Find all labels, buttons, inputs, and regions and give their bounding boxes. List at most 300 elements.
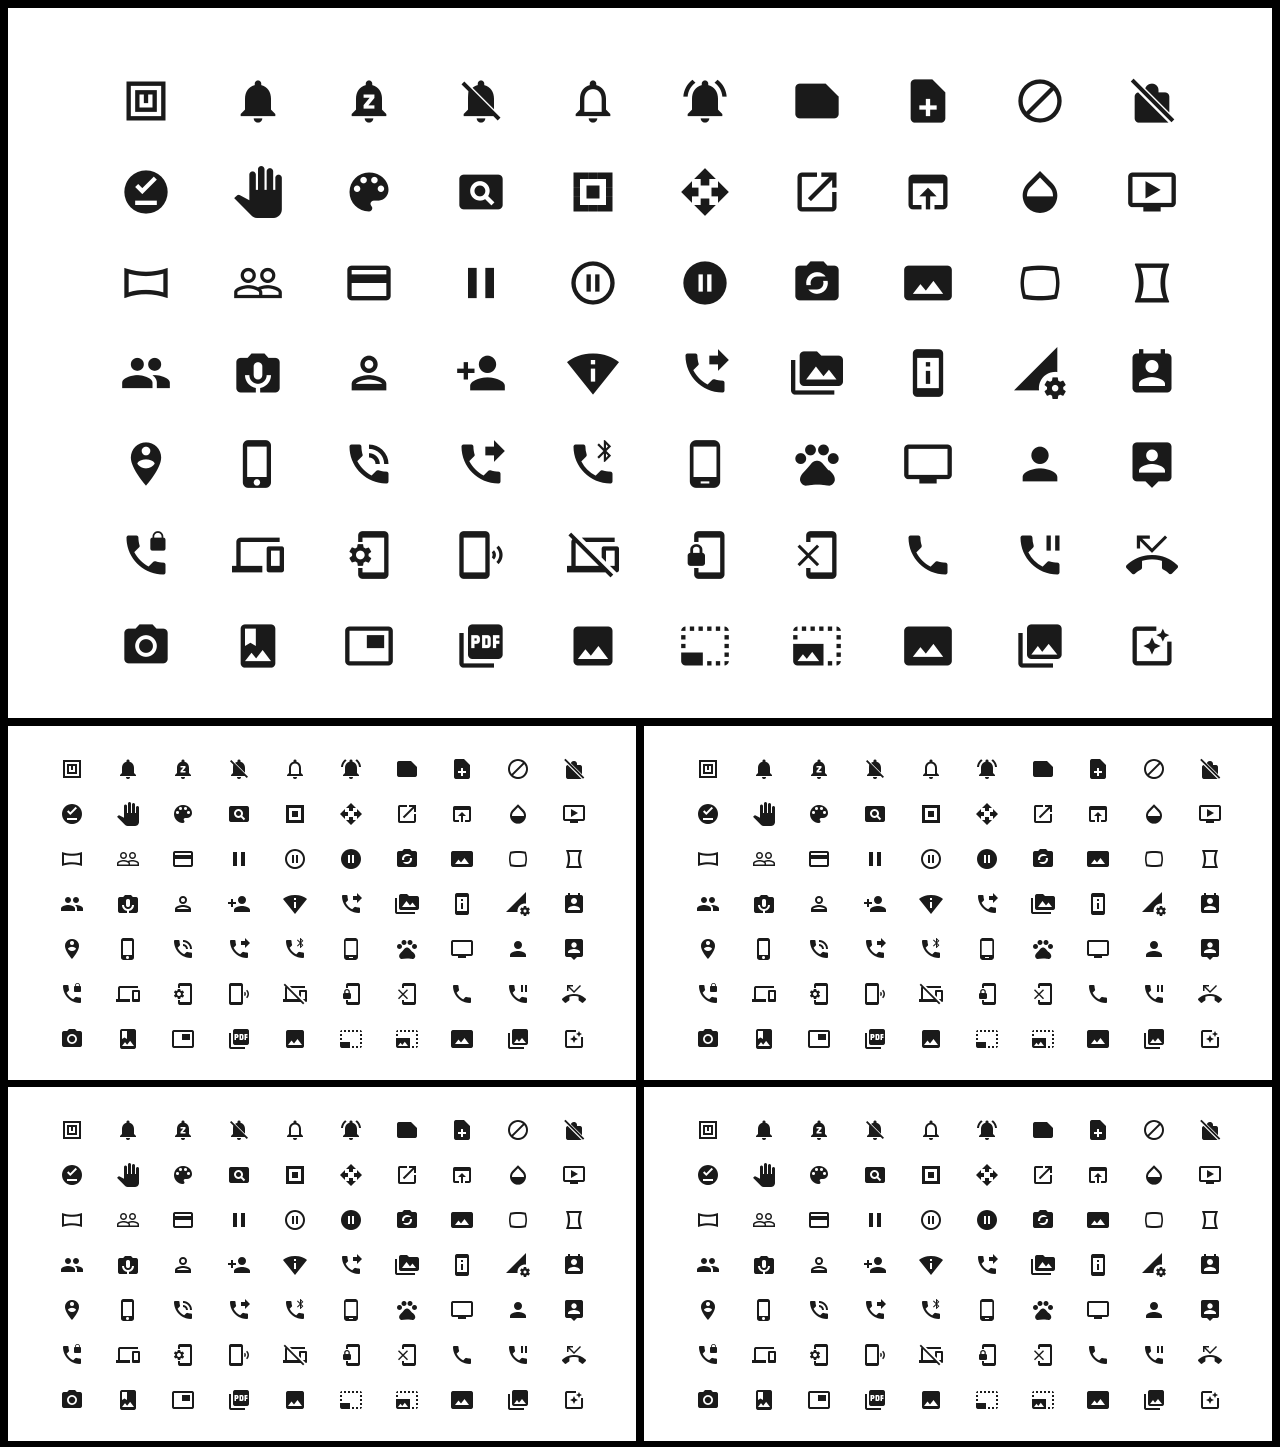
phone-icon: [1086, 982, 1110, 1006]
pan-tool-icon: [232, 166, 284, 218]
perm-camera-mic-icon: [116, 892, 140, 916]
perm-media-icon: [395, 1253, 419, 1277]
phone-android-icon: [339, 937, 363, 961]
photo-icon: [283, 1027, 307, 1051]
phone-forwarded-icon: [975, 892, 999, 916]
photo-library-icon: [506, 1388, 530, 1412]
palette-icon: [807, 802, 831, 826]
nfc-icon: [60, 757, 84, 781]
phonelink-ring-icon: [227, 1343, 251, 1367]
pause-circle-outline-icon: [919, 847, 943, 871]
phonelink-setup-icon: [807, 1343, 831, 1367]
photo-size-select-actual-icon: [450, 1388, 474, 1412]
photo-library-icon: [506, 1027, 530, 1051]
note-icon: [791, 75, 843, 127]
perm-device-information-icon: [450, 892, 474, 916]
panorama-wide-angle-icon: [1142, 847, 1166, 871]
nfc-icon: [696, 1118, 720, 1142]
panorama-vertical-icon: [562, 847, 586, 871]
phonelink-off-icon: [283, 1343, 307, 1367]
panorama-wide-angle-icon: [506, 1208, 530, 1232]
phone-missed-icon: [1198, 1343, 1222, 1367]
pause-icon: [863, 1208, 887, 1232]
pause-icon: [863, 847, 887, 871]
perm-device-information-icon: [1086, 1253, 1110, 1277]
phone-forwarded-arrow-icon: [863, 1298, 887, 1322]
offline-pin-icon: [696, 1163, 720, 1187]
panorama-filled-icon: [1086, 1208, 1110, 1232]
photo-camera-icon: [120, 620, 172, 672]
phonelink-icon: [752, 1343, 776, 1367]
photo-library-icon: [1142, 1027, 1166, 1051]
pan-tool-alt-icon: [283, 802, 307, 826]
people-outline-icon: [116, 1208, 140, 1232]
photo-filter-icon: [562, 1388, 586, 1412]
person-icon: [506, 1298, 530, 1322]
phone-bluetooth-speaker-icon: [919, 1298, 943, 1322]
photo-filter-icon: [1198, 1388, 1222, 1412]
phonelink-icon: [232, 529, 284, 581]
photo-size-select-small-icon: [339, 1388, 363, 1412]
snooze-icon: [171, 1118, 195, 1142]
pause-circle-outline-icon: [283, 1208, 307, 1232]
photo-album-icon: [116, 1388, 140, 1412]
phonelink-ring-icon: [863, 1343, 887, 1367]
phone-forwarded-icon: [339, 1253, 363, 1277]
photo-album-icon: [116, 1027, 140, 1051]
pets-icon: [395, 1298, 419, 1322]
person-icon: [1014, 438, 1066, 490]
perm-contact-calendar-icon: [1198, 1253, 1222, 1277]
photo-icon: [283, 1388, 307, 1412]
block-icon: [506, 757, 530, 781]
palette-icon: [171, 802, 195, 826]
phonelink-lock-icon: [339, 1343, 363, 1367]
photo-icon: [919, 1027, 943, 1051]
nfc-icon: [60, 1118, 84, 1142]
person-pin-icon: [1126, 438, 1178, 490]
pause-icon: [227, 847, 251, 871]
notifications-off-icon: [227, 1118, 251, 1142]
perm-camera-mic-icon: [752, 892, 776, 916]
pan-tool-icon: [752, 1163, 776, 1187]
open-in-browser-icon: [902, 166, 954, 218]
notifications-active-icon: [679, 75, 731, 127]
photo-camera-icon: [60, 1388, 84, 1412]
phonelink-off-icon: [283, 982, 307, 1006]
perm-data-setting-icon: [506, 1253, 530, 1277]
panorama-icon: [60, 1208, 84, 1232]
no-encryption-icon: [1126, 75, 1178, 127]
panorama-icon: [696, 847, 720, 871]
phonelink-setup-icon: [343, 529, 395, 581]
offline-pin-icon: [60, 802, 84, 826]
phone-paused-icon: [506, 982, 530, 1006]
picture-in-picture-icon: [807, 1388, 831, 1412]
notifications-off-icon: [455, 75, 507, 127]
panorama-vertical-icon: [1198, 1208, 1222, 1232]
pageview-icon: [863, 1163, 887, 1187]
phone-missed-icon: [562, 1343, 586, 1367]
phone-missed-icon: [1126, 529, 1178, 581]
note-add-icon: [1086, 757, 1110, 781]
picture-as-pdf-icon: [227, 1027, 251, 1051]
palette-icon: [171, 1163, 195, 1187]
pan-tool-alt-icon: [919, 802, 943, 826]
panorama-wide-angle-icon: [506, 847, 530, 871]
party-mode-icon: [791, 257, 843, 309]
offline-pin-icon: [120, 166, 172, 218]
open-in-new-icon: [395, 802, 419, 826]
panorama-vertical-icon: [562, 1208, 586, 1232]
photo-size-select-actual-icon: [1086, 1027, 1110, 1051]
person-add-icon: [863, 1253, 887, 1277]
open-in-new-icon: [395, 1163, 419, 1187]
ondemand-video-icon: [562, 1163, 586, 1187]
photo-album-icon: [752, 1388, 776, 1412]
personal-video-icon: [902, 438, 954, 490]
phone-icon: [902, 529, 954, 581]
phonelink-lock-icon: [679, 529, 731, 581]
pets-icon: [791, 438, 843, 490]
block-icon: [1142, 757, 1166, 781]
phonelink-erase-icon: [1031, 982, 1055, 1006]
perm-scan-wifi-icon: [283, 892, 307, 916]
palette-icon: [343, 166, 395, 218]
phone-paused-icon: [1142, 982, 1166, 1006]
phonelink-ring-icon: [863, 982, 887, 1006]
perm-camera-mic-icon: [752, 1253, 776, 1277]
person-pin-circle-icon: [696, 937, 720, 961]
photo-library-icon: [1014, 620, 1066, 672]
phone-forwarded-icon: [679, 347, 731, 399]
perm-device-information-icon: [902, 347, 954, 399]
pause-icon: [455, 257, 507, 309]
notifications-active-icon: [339, 757, 363, 781]
perm-device-information-icon: [1086, 892, 1110, 916]
notifications-off-icon: [863, 1118, 887, 1142]
notifications-active-icon: [975, 1118, 999, 1142]
phone-iphone-icon: [752, 937, 776, 961]
phonelink-ring-icon: [455, 529, 507, 581]
picture-as-pdf-icon: [863, 1388, 887, 1412]
icon-sheet-small-bottom-left: [8, 1087, 636, 1441]
pets-icon: [1031, 937, 1055, 961]
payment-icon: [343, 257, 395, 309]
notifications-icon: [116, 757, 140, 781]
no-encryption-icon: [1198, 757, 1222, 781]
perm-contact-calendar-icon: [1198, 892, 1222, 916]
person-icon: [506, 937, 530, 961]
perm-identity-icon: [171, 1253, 195, 1277]
perm-scan-wifi-icon: [567, 347, 619, 399]
perm-scan-wifi-icon: [283, 1253, 307, 1277]
personal-video-icon: [450, 937, 474, 961]
icon-sheet-small-top-right: [644, 726, 1272, 1080]
party-mode-icon: [395, 847, 419, 871]
people-outline-icon: [116, 847, 140, 871]
opacity-icon: [1142, 802, 1166, 826]
phone-forwarded-icon: [975, 1253, 999, 1277]
open-in-new-icon: [1031, 1163, 1055, 1187]
opacity-icon: [1014, 166, 1066, 218]
notifications-none-icon: [919, 757, 943, 781]
picture-as-pdf-icon: [227, 1388, 251, 1412]
perm-contact-calendar-icon: [562, 892, 586, 916]
notifications-active-icon: [975, 757, 999, 781]
phone-locked-icon: [696, 982, 720, 1006]
person-pin-icon: [1198, 1298, 1222, 1322]
photo-filter-icon: [1198, 1027, 1222, 1051]
people-icon: [696, 892, 720, 916]
notifications-none-icon: [283, 757, 307, 781]
personal-video-icon: [1086, 1298, 1110, 1322]
phone-icon: [450, 1343, 474, 1367]
phone-iphone-icon: [752, 1298, 776, 1322]
phone-android-icon: [975, 937, 999, 961]
pageview-icon: [455, 166, 507, 218]
phonelink-icon: [116, 1343, 140, 1367]
person-add-icon: [863, 892, 887, 916]
pets-icon: [1031, 1298, 1055, 1322]
photo-size-select-small-icon: [679, 620, 731, 672]
panorama-icon: [60, 847, 84, 871]
people-icon: [60, 892, 84, 916]
phone-paused-icon: [1014, 529, 1066, 581]
pause-circle-outline-icon: [919, 1208, 943, 1232]
phone-icon: [450, 982, 474, 1006]
pan-tool-icon: [116, 1163, 140, 1187]
phone-missed-icon: [562, 982, 586, 1006]
note-add-icon: [1086, 1118, 1110, 1142]
palette-icon: [807, 1163, 831, 1187]
open-in-browser-icon: [1086, 802, 1110, 826]
pause-circle-filled-icon: [339, 1208, 363, 1232]
perm-scan-wifi-icon: [919, 1253, 943, 1277]
open-with-icon: [339, 802, 363, 826]
people-icon: [120, 347, 172, 399]
perm-media-icon: [1031, 892, 1055, 916]
phone-icon: [1086, 1343, 1110, 1367]
perm-data-setting-icon: [1142, 892, 1166, 916]
photo-size-select-large-icon: [1031, 1388, 1055, 1412]
no-encryption-icon: [562, 757, 586, 781]
payment-icon: [171, 847, 195, 871]
opacity-icon: [1142, 1163, 1166, 1187]
picture-in-picture-icon: [807, 1027, 831, 1051]
phonelink-icon: [752, 982, 776, 1006]
phone-in-talk-icon: [807, 937, 831, 961]
payment-icon: [807, 847, 831, 871]
phonelink-lock-icon: [975, 982, 999, 1006]
phonelink-lock-icon: [975, 1343, 999, 1367]
phone-android-icon: [679, 438, 731, 490]
phone-forwarded-arrow-icon: [863, 937, 887, 961]
pause-circle-filled-icon: [339, 847, 363, 871]
open-in-browser-icon: [450, 1163, 474, 1187]
perm-camera-mic-icon: [116, 1253, 140, 1277]
photo-icon: [919, 1388, 943, 1412]
phone-locked-icon: [120, 529, 172, 581]
phone-forwarded-icon: [339, 892, 363, 916]
person-pin-circle-icon: [60, 937, 84, 961]
icon-grid: [680, 746, 1238, 1062]
ondemand-video-icon: [1126, 166, 1178, 218]
phone-in-talk-icon: [343, 438, 395, 490]
phonelink-ring-icon: [227, 982, 251, 1006]
phonelink-erase-icon: [791, 529, 843, 581]
notifications-icon: [752, 757, 776, 781]
panorama-wide-angle-icon: [1142, 1208, 1166, 1232]
notifications-none-icon: [283, 1118, 307, 1142]
phonelink-erase-icon: [395, 1343, 419, 1367]
pageview-icon: [227, 802, 251, 826]
icon-grid: [44, 746, 602, 1062]
perm-data-setting-icon: [1142, 1253, 1166, 1277]
phonelink-setup-icon: [171, 1343, 195, 1367]
phone-forwarded-arrow-icon: [227, 1298, 251, 1322]
photo-size-select-small-icon: [339, 1027, 363, 1051]
person-add-icon: [227, 892, 251, 916]
notifications-off-icon: [227, 757, 251, 781]
phone-bluetooth-speaker-icon: [283, 937, 307, 961]
notifications-none-icon: [567, 75, 619, 127]
ondemand-video-icon: [1198, 1163, 1222, 1187]
phone-iphone-icon: [116, 937, 140, 961]
open-in-browser-icon: [450, 802, 474, 826]
phonelink-off-icon: [919, 1343, 943, 1367]
party-mode-icon: [1031, 1208, 1055, 1232]
icon-grid: [44, 1107, 602, 1423]
pause-circle-filled-icon: [679, 257, 731, 309]
phone-in-talk-icon: [807, 1298, 831, 1322]
open-with-icon: [679, 166, 731, 218]
phonelink-erase-icon: [395, 982, 419, 1006]
photo-size-select-large-icon: [395, 1027, 419, 1051]
picture-as-pdf-icon: [455, 620, 507, 672]
note-add-icon: [902, 75, 954, 127]
perm-media-icon: [1031, 1253, 1055, 1277]
icon-sheet-small-top-left: [8, 726, 636, 1080]
phonelink-lock-icon: [339, 982, 363, 1006]
note-icon: [1031, 1118, 1055, 1142]
phone-iphone-icon: [232, 438, 284, 490]
open-with-icon: [975, 1163, 999, 1187]
photo-filter-icon: [562, 1027, 586, 1051]
picture-in-picture-icon: [171, 1027, 195, 1051]
photo-camera-icon: [696, 1027, 720, 1051]
phone-forwarded-arrow-icon: [455, 438, 507, 490]
people-outline-icon: [752, 847, 776, 871]
snooze-icon: [171, 757, 195, 781]
no-encryption-icon: [562, 1118, 586, 1142]
panorama-wide-angle-icon: [1014, 257, 1066, 309]
snooze-icon: [807, 1118, 831, 1142]
icon-grid: [90, 56, 1208, 691]
person-pin-icon: [1198, 937, 1222, 961]
phone-bluetooth-speaker-icon: [283, 1298, 307, 1322]
open-in-new-icon: [791, 166, 843, 218]
people-outline-icon: [232, 257, 284, 309]
person-icon: [1142, 937, 1166, 961]
picture-in-picture-icon: [343, 620, 395, 672]
pan-tool-alt-icon: [283, 1163, 307, 1187]
block-icon: [1014, 75, 1066, 127]
phonelink-off-icon: [919, 982, 943, 1006]
phone-iphone-icon: [116, 1298, 140, 1322]
photo-size-select-small-icon: [975, 1027, 999, 1051]
snooze-icon: [343, 75, 395, 127]
perm-contact-calendar-icon: [1126, 347, 1178, 399]
phone-bluetooth-speaker-icon: [567, 438, 619, 490]
phone-paused-icon: [1142, 1343, 1166, 1367]
pause-icon: [227, 1208, 251, 1232]
no-encryption-icon: [1198, 1118, 1222, 1142]
perm-identity-icon: [343, 347, 395, 399]
phone-locked-icon: [60, 1343, 84, 1367]
phone-bluetooth-speaker-icon: [919, 937, 943, 961]
icon-grid: [680, 1107, 1238, 1423]
block-icon: [1142, 1118, 1166, 1142]
phone-locked-icon: [696, 1343, 720, 1367]
nfc-icon: [696, 757, 720, 781]
opacity-icon: [506, 802, 530, 826]
opacity-icon: [506, 1163, 530, 1187]
perm-camera-mic-icon: [232, 347, 284, 399]
notifications-active-icon: [339, 1118, 363, 1142]
personal-video-icon: [1086, 937, 1110, 961]
open-with-icon: [339, 1163, 363, 1187]
ondemand-video-icon: [1198, 802, 1222, 826]
note-add-icon: [450, 1118, 474, 1142]
people-outline-icon: [752, 1208, 776, 1232]
payment-icon: [807, 1208, 831, 1232]
panorama-vertical-icon: [1126, 257, 1178, 309]
phonelink-setup-icon: [171, 982, 195, 1006]
photo-library-icon: [1142, 1388, 1166, 1412]
party-mode-icon: [1031, 847, 1055, 871]
personal-video-icon: [450, 1298, 474, 1322]
person-add-icon: [455, 347, 507, 399]
person-pin-circle-icon: [60, 1298, 84, 1322]
phone-forwarded-arrow-icon: [227, 937, 251, 961]
panorama-filled-icon: [902, 257, 954, 309]
picture-in-picture-icon: [171, 1388, 195, 1412]
person-pin-circle-icon: [696, 1298, 720, 1322]
panorama-filled-icon: [1086, 847, 1110, 871]
phone-locked-icon: [60, 982, 84, 1006]
person-icon: [1142, 1298, 1166, 1322]
photo-camera-icon: [696, 1388, 720, 1412]
phone-android-icon: [339, 1298, 363, 1322]
people-icon: [696, 1253, 720, 1277]
pan-tool-icon: [116, 802, 140, 826]
perm-data-setting-icon: [506, 892, 530, 916]
phonelink-off-icon: [567, 529, 619, 581]
pause-circle-outline-icon: [283, 847, 307, 871]
picture-as-pdf-icon: [863, 1027, 887, 1051]
open-in-new-icon: [1031, 802, 1055, 826]
snooze-icon: [807, 757, 831, 781]
perm-device-information-icon: [450, 1253, 474, 1277]
photo-size-select-small-icon: [975, 1388, 999, 1412]
note-icon: [395, 757, 419, 781]
open-with-icon: [975, 802, 999, 826]
pageview-icon: [863, 802, 887, 826]
offline-pin-icon: [696, 802, 720, 826]
photo-album-icon: [232, 620, 284, 672]
ondemand-video-icon: [562, 802, 586, 826]
